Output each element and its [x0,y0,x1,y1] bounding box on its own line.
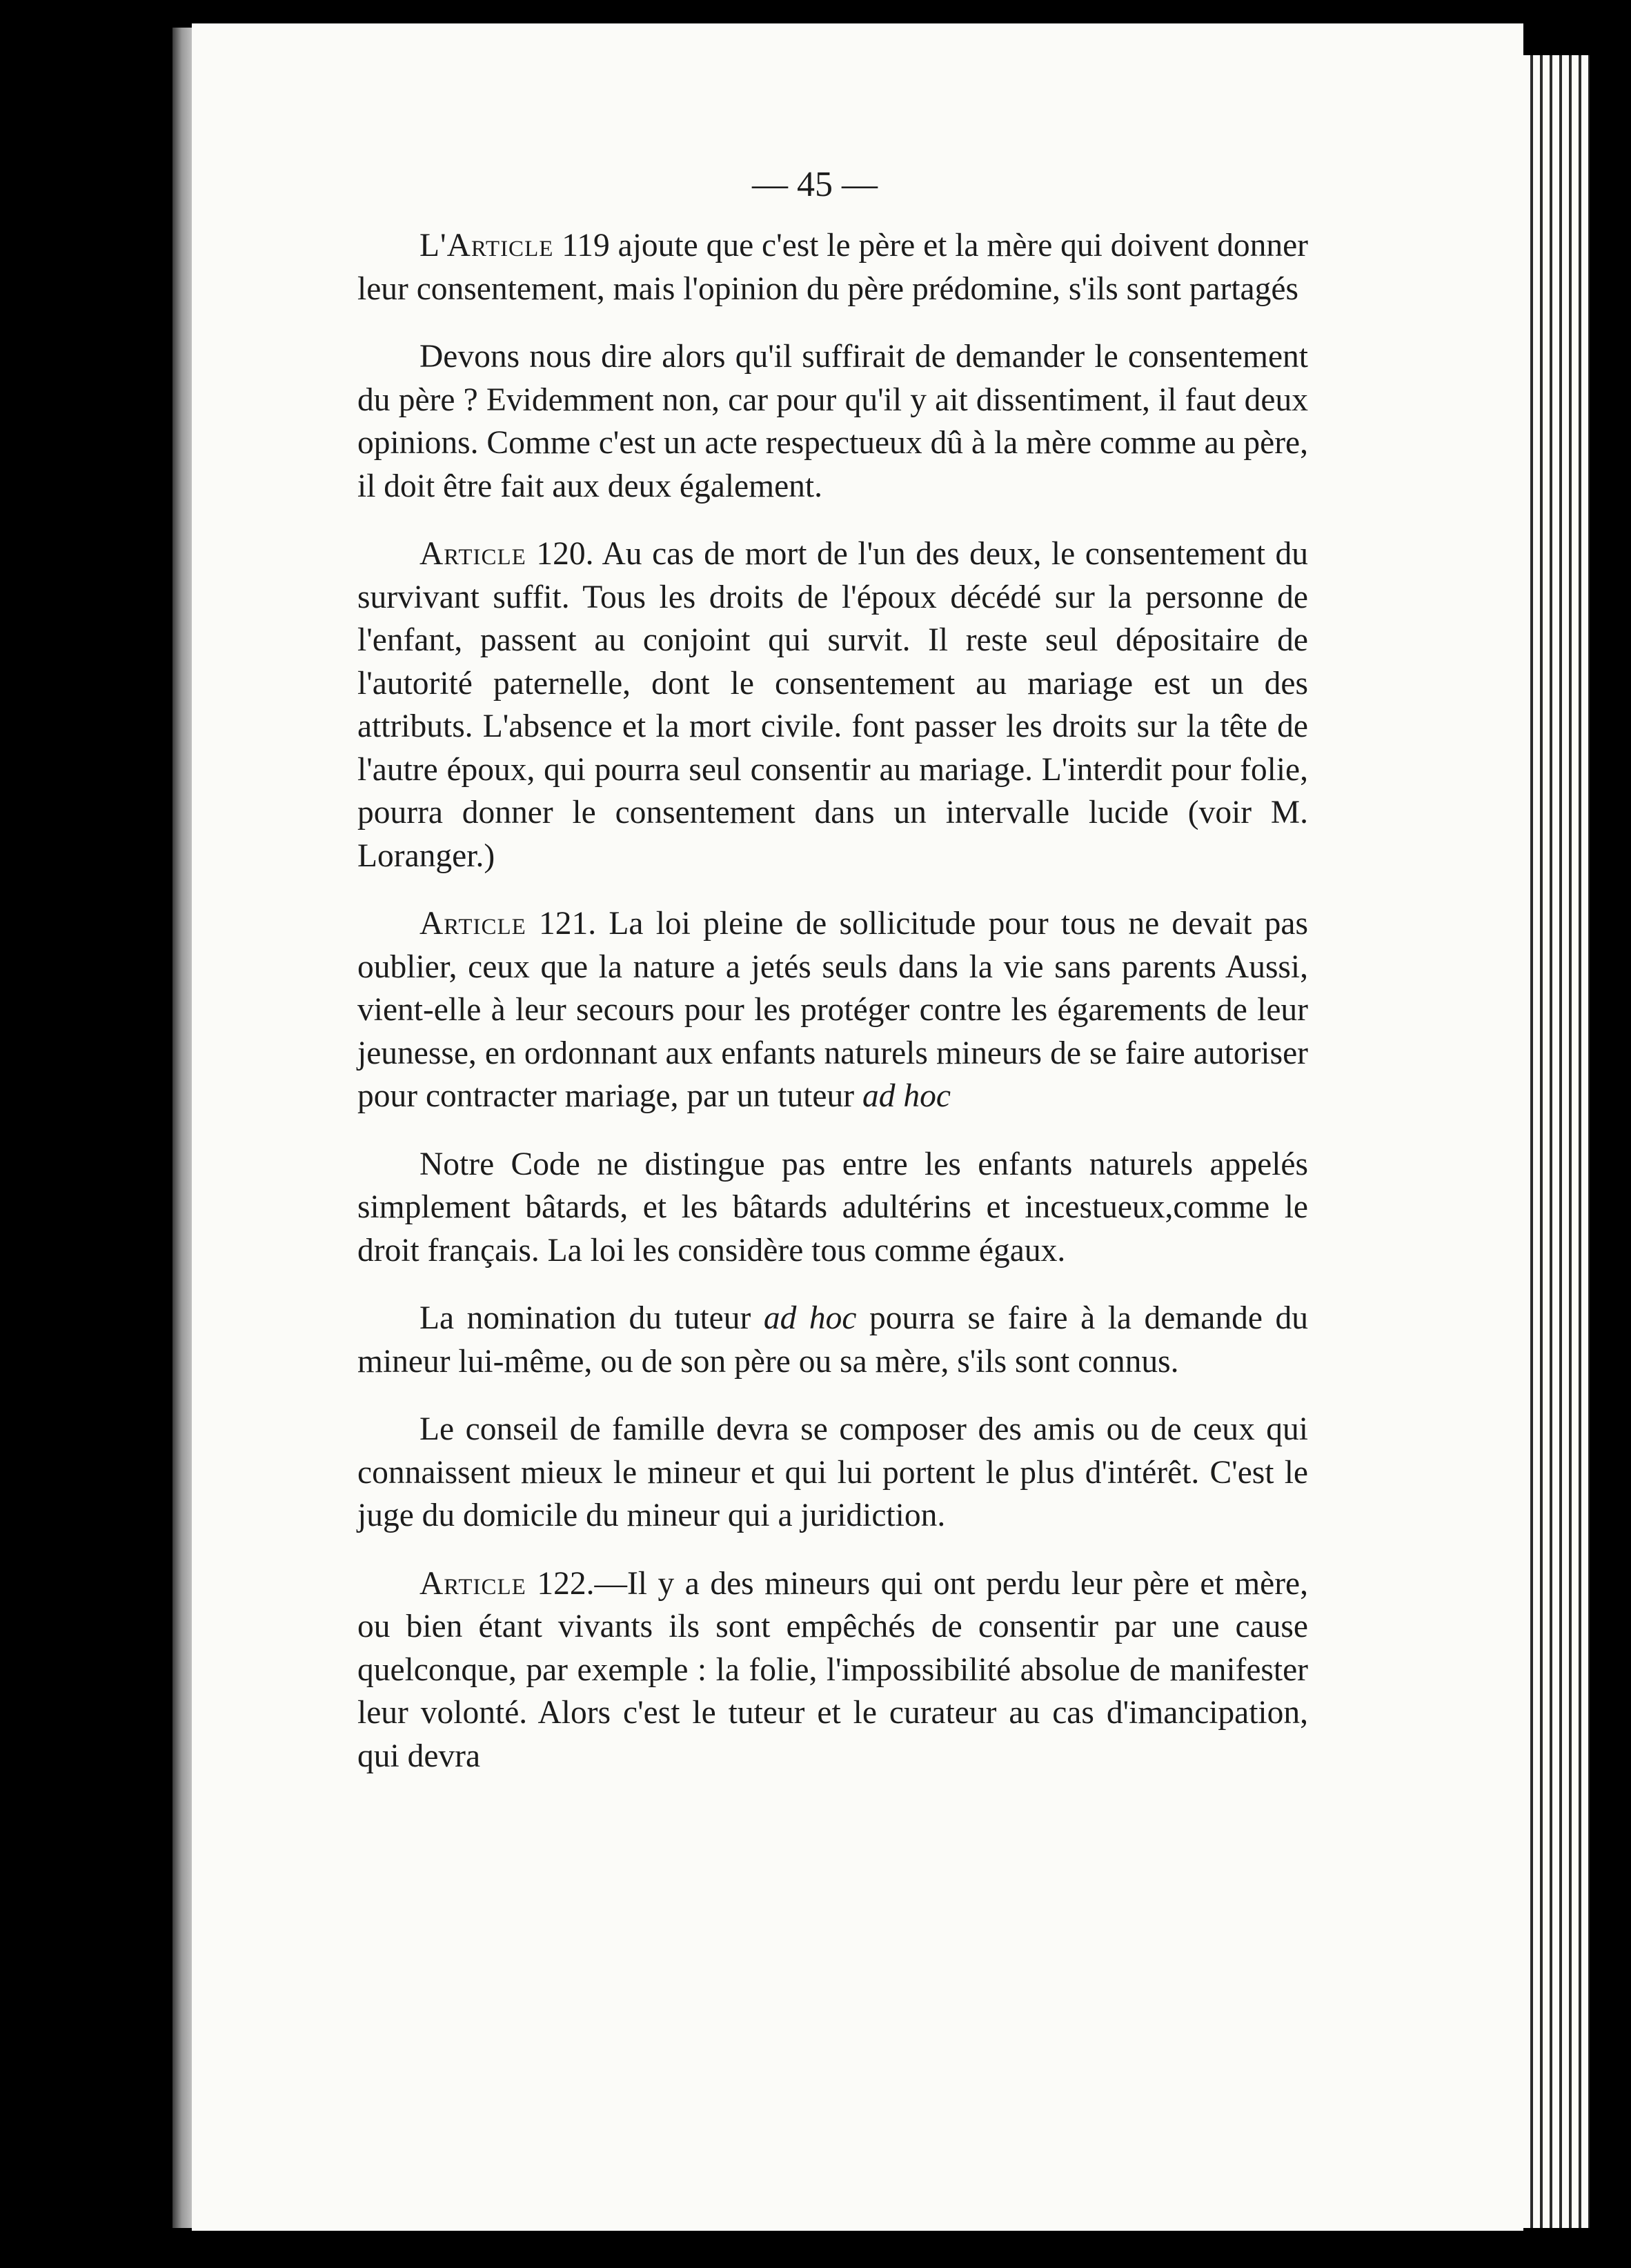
paragraph-article-119 [357,224,1308,310]
paragraph-text: 120. Au cas de mort de l'un des deux, le consentement du survivant suffit. Tous les droits de l'époux décédé sur la personne de l'enfant, passent au conjoint qui survit. Il reste seul dépositaire de l'autorité paternelle, dont le consentement au mariage est un des attributs. L'absence et la mort civile. font passer les droits sur la tête de l'autre époux, qui pourra seul consentir au mariage. L'interdit pour folie, pourra donner le consentement dans un intervalle lucide (voir M. Loranger.) [357,536,1308,874]
paragraph-consent-question [357,335,1308,508]
paragraph-article-120 [357,533,1308,877]
paragraph-text: Notre Code ne distingue pas entre les enfants naturels appelés simplement bâtards, et les bâtards adultérins et incestueux,comme le droit français. La loi les considère tous comme égaux. [357,1146,1308,1269]
paragraph-text-continued: pourra se faire à la demande du mineur lui-même, ou de son père ou sa mère, s'ils sont connus. [357,1300,1309,1380]
paragraph-text: Devons nous dire alors qu'il suffirait de demander le consentement du père ? Evidemment non, car pour qu'il y ait dissentiment, il faut deux opinions. Comme c'est un acte respectueux dû à la mère comme au père, il doit être fait aux deux également. [357,339,1308,504]
paragraph-article-122 [357,1562,1308,1778]
paragraph-text: 119 ajoute que c'est le père et la mère qui doivent donner leur consentement, mais l'opinion du père prédomine, s'ils sont partagés [357,228,1309,307]
body-text [357,224,1308,1802]
paragraph-family-council [357,1408,1308,1538]
article-label: Article [419,536,526,572]
page-stack-edges [1523,55,1590,2228]
paragraph-text: 121. La loi pleine de sollicitude pour tous ne devait pas oublier, ceux que la nature a jetés seuls dans la vie sans parents Aussi, vient-elle à leur secours pour les protéger contre les égarements de leur jeunesse, en ordonnant aux enfants naturels mineurs de se faire autoriser pour contracter mariage, par un tuteur [357,906,1308,1114]
page-number: — 45 — [752,165,878,204]
paragraph-article-121 [357,902,1308,1118]
paragraph-natural-children [357,1143,1308,1273]
article-label: Article [419,906,526,942]
paragraph-italic-term: ad hoc [862,1078,951,1114]
paragraph-text: La nomination du tuteur [419,1300,764,1336]
paragraph-text: Le conseil de famille devra se composer des amis ou de ceux qui connaissent mieux le mineur et qui lui portent le plus d'intérêt. C'est le juge du domicile du mineur qui a juridiction. [357,1411,1308,1533]
paragraph-tutor-nomination [357,1297,1308,1383]
paragraph-italic-term: ad hoc [763,1300,857,1336]
article-label: L'Article [419,228,554,263]
paragraph-text: 122.—Il y a des mineurs qui ont perdu leur père et mère, ou bien étant vivants ils sont empêchés de consentir par une cause quelconque, par exemple : la folie, l'impossibilité absolue de manifester leur volonté. Alors c'est le tuteur et le curateur au cas d'imancipation, qui devra [357,1565,1308,1774]
article-label: Article [419,1565,526,1602]
